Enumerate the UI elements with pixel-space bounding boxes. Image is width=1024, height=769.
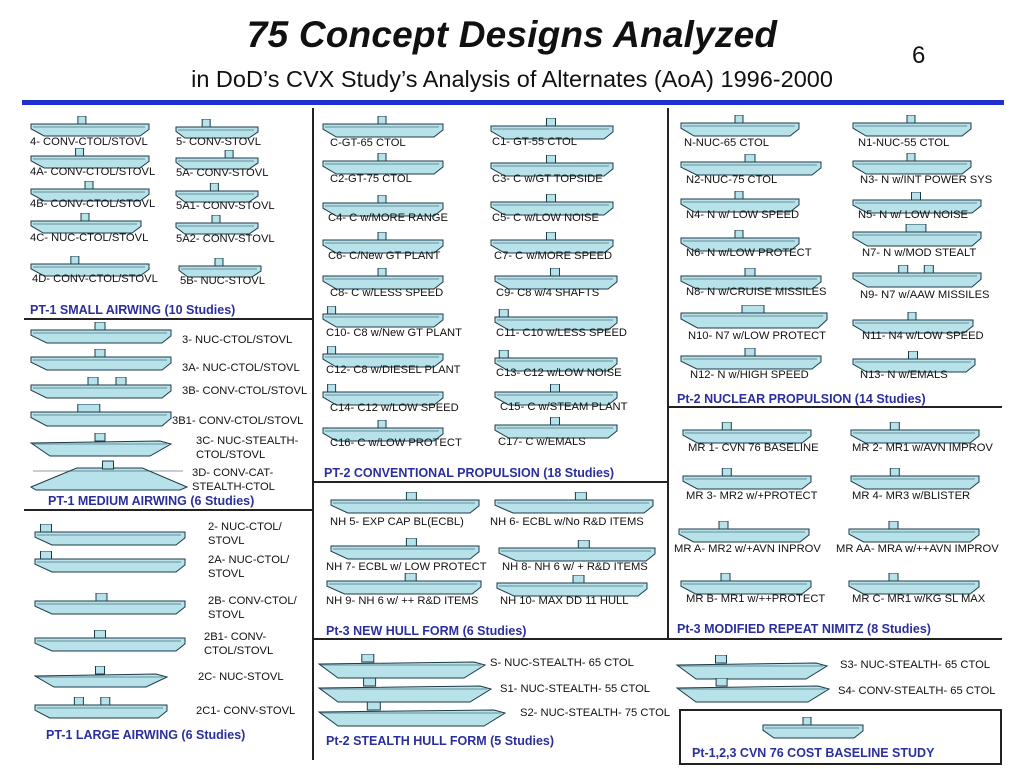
label-n7: N7- N w/MOD STEALT bbox=[862, 247, 977, 259]
label-c12: C12- C8 w/DIESEL PLANT bbox=[326, 364, 461, 376]
label-3a: 3A- NUC-CTOL/STOVL bbox=[182, 362, 300, 374]
label-5a2: 5A2- CONV-STOVL bbox=[176, 233, 275, 245]
label-nh10: NH 10- MAX DD 11 HULL bbox=[500, 595, 629, 607]
label-4c: 4C- NUC-CTOL/STOVL bbox=[30, 232, 149, 244]
divider-middle-bottom bbox=[312, 638, 1002, 640]
label-n4: N4- N w/ LOW SPEED bbox=[686, 209, 800, 221]
section-pt3-new-hull: Pt-3 NEW HULL FORM (6 Studies) bbox=[326, 624, 527, 638]
label-2a: 2A- NUC-CTOL/ STOVL bbox=[208, 554, 290, 580]
label-c10: C10- C8 w/New GT PLANT bbox=[326, 327, 462, 339]
ship-diagram bbox=[318, 702, 506, 728]
label-2b: 2B- CONV-CTOL/ STOVL bbox=[208, 595, 297, 621]
section-pt1-large-airwing: PT-1 LARGE AIRWING (6 Studies) bbox=[46, 728, 246, 742]
label-mra: MR A- MR2 w/+AVN INPROV bbox=[674, 543, 821, 555]
ship-diagram bbox=[762, 717, 864, 740]
label-c6: C6- C/New GT PLANT bbox=[328, 250, 441, 262]
ship-diagram bbox=[326, 573, 482, 596]
ship-diagram bbox=[34, 524, 186, 547]
slide-number: 6 bbox=[912, 42, 926, 69]
label-4a: 4A- CONV-CTOL/STOVL bbox=[30, 166, 156, 178]
label-3: 3- NUC-CTOL/STOVL bbox=[182, 334, 293, 346]
label-mrb: MR B- MR1 w/++PROTECT bbox=[686, 593, 826, 605]
label-5a: 5A- CONV-STOVL bbox=[176, 167, 269, 179]
ship-diagram bbox=[680, 115, 800, 138]
label-3c: 3C- NUC-STEALTH- CTOL/STOVL bbox=[196, 435, 299, 461]
label-5a1: 5A1- CONV-STOVL bbox=[176, 200, 275, 212]
label-n10: N10- N7 w/LOW PROTECT bbox=[688, 330, 826, 342]
label-c9: C9- C8 w/4 SHAFTS bbox=[496, 287, 600, 299]
section-pt2-stealth-hull: Pt-2 STEALTH HULL FORM (5 Studies) bbox=[326, 734, 555, 748]
label-c13: C13- C12 w/LOW NOISE bbox=[496, 367, 622, 379]
label-n12: N12- N w/HIGH SPEED bbox=[690, 369, 809, 381]
section-pt1-medium-airwing: PT-1 MEDIUM AIRWING (6 Studies) bbox=[48, 494, 255, 508]
ship-diagram bbox=[34, 551, 186, 574]
label-4b: 4B- CONV-CTOL/STOVL bbox=[30, 198, 156, 210]
label-3d: 3D- CONV-CAT- STEALTH-CTOL bbox=[192, 467, 275, 493]
ship-diagram bbox=[318, 654, 486, 680]
label-s4: S4- CONV-STEALTH- 65 CTOL bbox=[838, 685, 996, 697]
ship-diagram bbox=[848, 521, 980, 544]
label-c2: C2-GT-75 CTOL bbox=[330, 173, 412, 185]
label-2: 2- NUC-CTOL/ STOVL bbox=[208, 521, 282, 547]
ship-diagram bbox=[30, 322, 172, 345]
label-n2: N2-NUC-75 CTOL bbox=[686, 174, 778, 186]
label-c8: C8- C w/LESS SPEED bbox=[330, 287, 444, 299]
divider-left bbox=[312, 108, 314, 760]
section-pt2-nuclear: Pt-2 NUCLEAR PROPULSION (14 Studies) bbox=[677, 392, 926, 406]
label-n11: N11- N4 w/LOW SPEED bbox=[862, 330, 984, 342]
label-4d: 4D- CONV-CTOL/STOVL bbox=[32, 273, 158, 285]
ship-diagram bbox=[34, 630, 186, 653]
label-c17: C17- C w/EMALS bbox=[498, 436, 586, 448]
ship-diagram bbox=[678, 521, 810, 544]
label-mr1: MR 1- CVN 76 BASELINE bbox=[688, 442, 819, 454]
ship-diagram bbox=[34, 697, 168, 720]
label-c7: C7- C w/MORE SPEED bbox=[494, 250, 613, 262]
ship-diagram bbox=[30, 460, 188, 492]
label-2c: 2C- NUC-STOVL bbox=[198, 671, 284, 683]
label-n13: N13- N w/EMALS bbox=[860, 369, 948, 381]
label-c5: C5- C w/LOW NOISE bbox=[492, 212, 599, 224]
label-c3: C3- C w/GT TOPSIDE bbox=[492, 173, 603, 185]
section-pt1-small-airwing: PT-1 SMALL AIRWING (10 Studies) bbox=[30, 303, 236, 317]
ship-diagram bbox=[852, 265, 982, 289]
label-cgt65: C-GT-65 CTOL bbox=[330, 137, 406, 149]
label-mr4: MR 4- MR3 w/BLISTER bbox=[852, 490, 971, 502]
label-nh9: NH 9- NH 6 w/ ++ R&D ITEMS bbox=[326, 595, 479, 607]
section-pt2-conventional: PT-2 CONVENTIONAL PROPULSION (18 Studies) bbox=[324, 466, 615, 480]
ship-diagram bbox=[30, 404, 172, 428]
label-n3: N3- N w/INT POWER SYS bbox=[860, 174, 993, 186]
ship-diagram bbox=[852, 115, 972, 138]
label-s: S- NUC-STEALTH- 65 CTOL bbox=[490, 657, 634, 669]
ship-diagram bbox=[676, 678, 830, 704]
ship-diagram bbox=[318, 678, 492, 704]
label-nh6: NH 6- ECBL w/No R&D ITEMS bbox=[490, 516, 644, 528]
label-s2: S2- NUC-STEALTH- 75 CTOL bbox=[520, 707, 671, 719]
divider-medium-large bbox=[24, 509, 312, 511]
divider-right bbox=[667, 108, 669, 638]
label-mr2: MR 2- MR1 w/AVN IMPROV bbox=[852, 442, 993, 454]
divider-nuclear-modified bbox=[667, 406, 1002, 408]
label-nh8: NH 8- NH 6 w/ + R&D ITEMS bbox=[502, 561, 648, 573]
label-5b: 5B- NUC-STOVL bbox=[180, 275, 265, 287]
label-n9: N9- N7 w/AAW MISSILES bbox=[860, 289, 990, 301]
label-c15: C15- C w/STEAM PLANT bbox=[500, 401, 628, 413]
label-s3: S3- NUC-STEALTH- 65 CTOL bbox=[840, 659, 991, 671]
ship-diagram bbox=[850, 468, 980, 491]
label-c11: C11- C10 w/LESS SPEED bbox=[496, 327, 627, 339]
ship-diagram bbox=[30, 433, 172, 458]
section-pt3-modified-nimitz: Pt-3 MODIFIED REPEAT NIMITZ (8 Studies) bbox=[677, 622, 931, 636]
label-5: 5- CONV-STOVL bbox=[176, 136, 261, 148]
ship-diagram bbox=[34, 666, 168, 689]
label-mr3: MR 3- MR2 w/+PROTECT bbox=[686, 490, 818, 502]
label-3b1: 3B1- CONV-CTOL/STOVL bbox=[172, 415, 304, 427]
label-n6: N6- N w/LOW PROTECT bbox=[686, 247, 812, 259]
label-4: 4- CONV-CTOL/STOVL bbox=[30, 136, 148, 148]
ship-diagram bbox=[680, 305, 828, 330]
ship-diagram bbox=[30, 349, 172, 372]
ship-diagram bbox=[330, 538, 480, 561]
section-cost-baseline: Pt-1,2,3 CVN 76 COST BASELINE STUDY bbox=[692, 746, 935, 760]
label-3b: 3B- CONV-CTOL/STOVL bbox=[182, 385, 308, 397]
ship-diagram bbox=[682, 468, 812, 491]
ship-diagram bbox=[330, 492, 480, 515]
label-c1: C1- GT-55 CTOL bbox=[492, 136, 577, 148]
label-n5: N5- N w/ LOW NOISE bbox=[858, 209, 969, 221]
divider-conv-newhull bbox=[312, 481, 667, 483]
label-nnuc65: N-NUC-65 CTOL bbox=[684, 137, 769, 149]
label-c4: C4- C w/MORE RANGE bbox=[328, 212, 448, 224]
slide-title: 75 Concept Designs Analyzed bbox=[246, 14, 778, 55]
label-c14: C14- C12 w/LOW SPEED bbox=[330, 402, 459, 414]
label-mrc: MR C- MR1 w/KG SL MAX bbox=[852, 593, 986, 605]
divider-small-medium bbox=[24, 318, 312, 320]
label-c16: C16- C w/LOW PROTECT bbox=[330, 437, 462, 449]
label-s1: S1- NUC-STEALTH- 55 CTOL bbox=[500, 683, 651, 695]
label-nh7: NH 7- ECBL w/ LOW PROTECT bbox=[326, 561, 487, 573]
title-rule bbox=[22, 100, 1004, 105]
label-mraa: MR AA- MRA w/++AVN IMPROV bbox=[836, 543, 999, 555]
label-2b1: 2B1- CONV- CTOL/STOVL bbox=[204, 631, 274, 657]
label-n8: N8- N w/CRUISE MISSILES bbox=[686, 286, 827, 298]
slide-subtitle: in DoD’s CVX Study’s Analysis of Alternates (AoA) 1996-2000 bbox=[191, 66, 833, 92]
label-2c1: 2C1- CONV-STOVL bbox=[196, 705, 296, 717]
ship-diagram bbox=[494, 492, 654, 515]
ship-diagram bbox=[30, 377, 172, 400]
label-nh5: NH 5- EXP CAP BL(ECBL) bbox=[330, 516, 464, 528]
ship-diagram bbox=[34, 593, 186, 616]
label-n1: N1-NUC-55 CTOL bbox=[858, 137, 950, 149]
ship-diagram bbox=[852, 224, 982, 248]
